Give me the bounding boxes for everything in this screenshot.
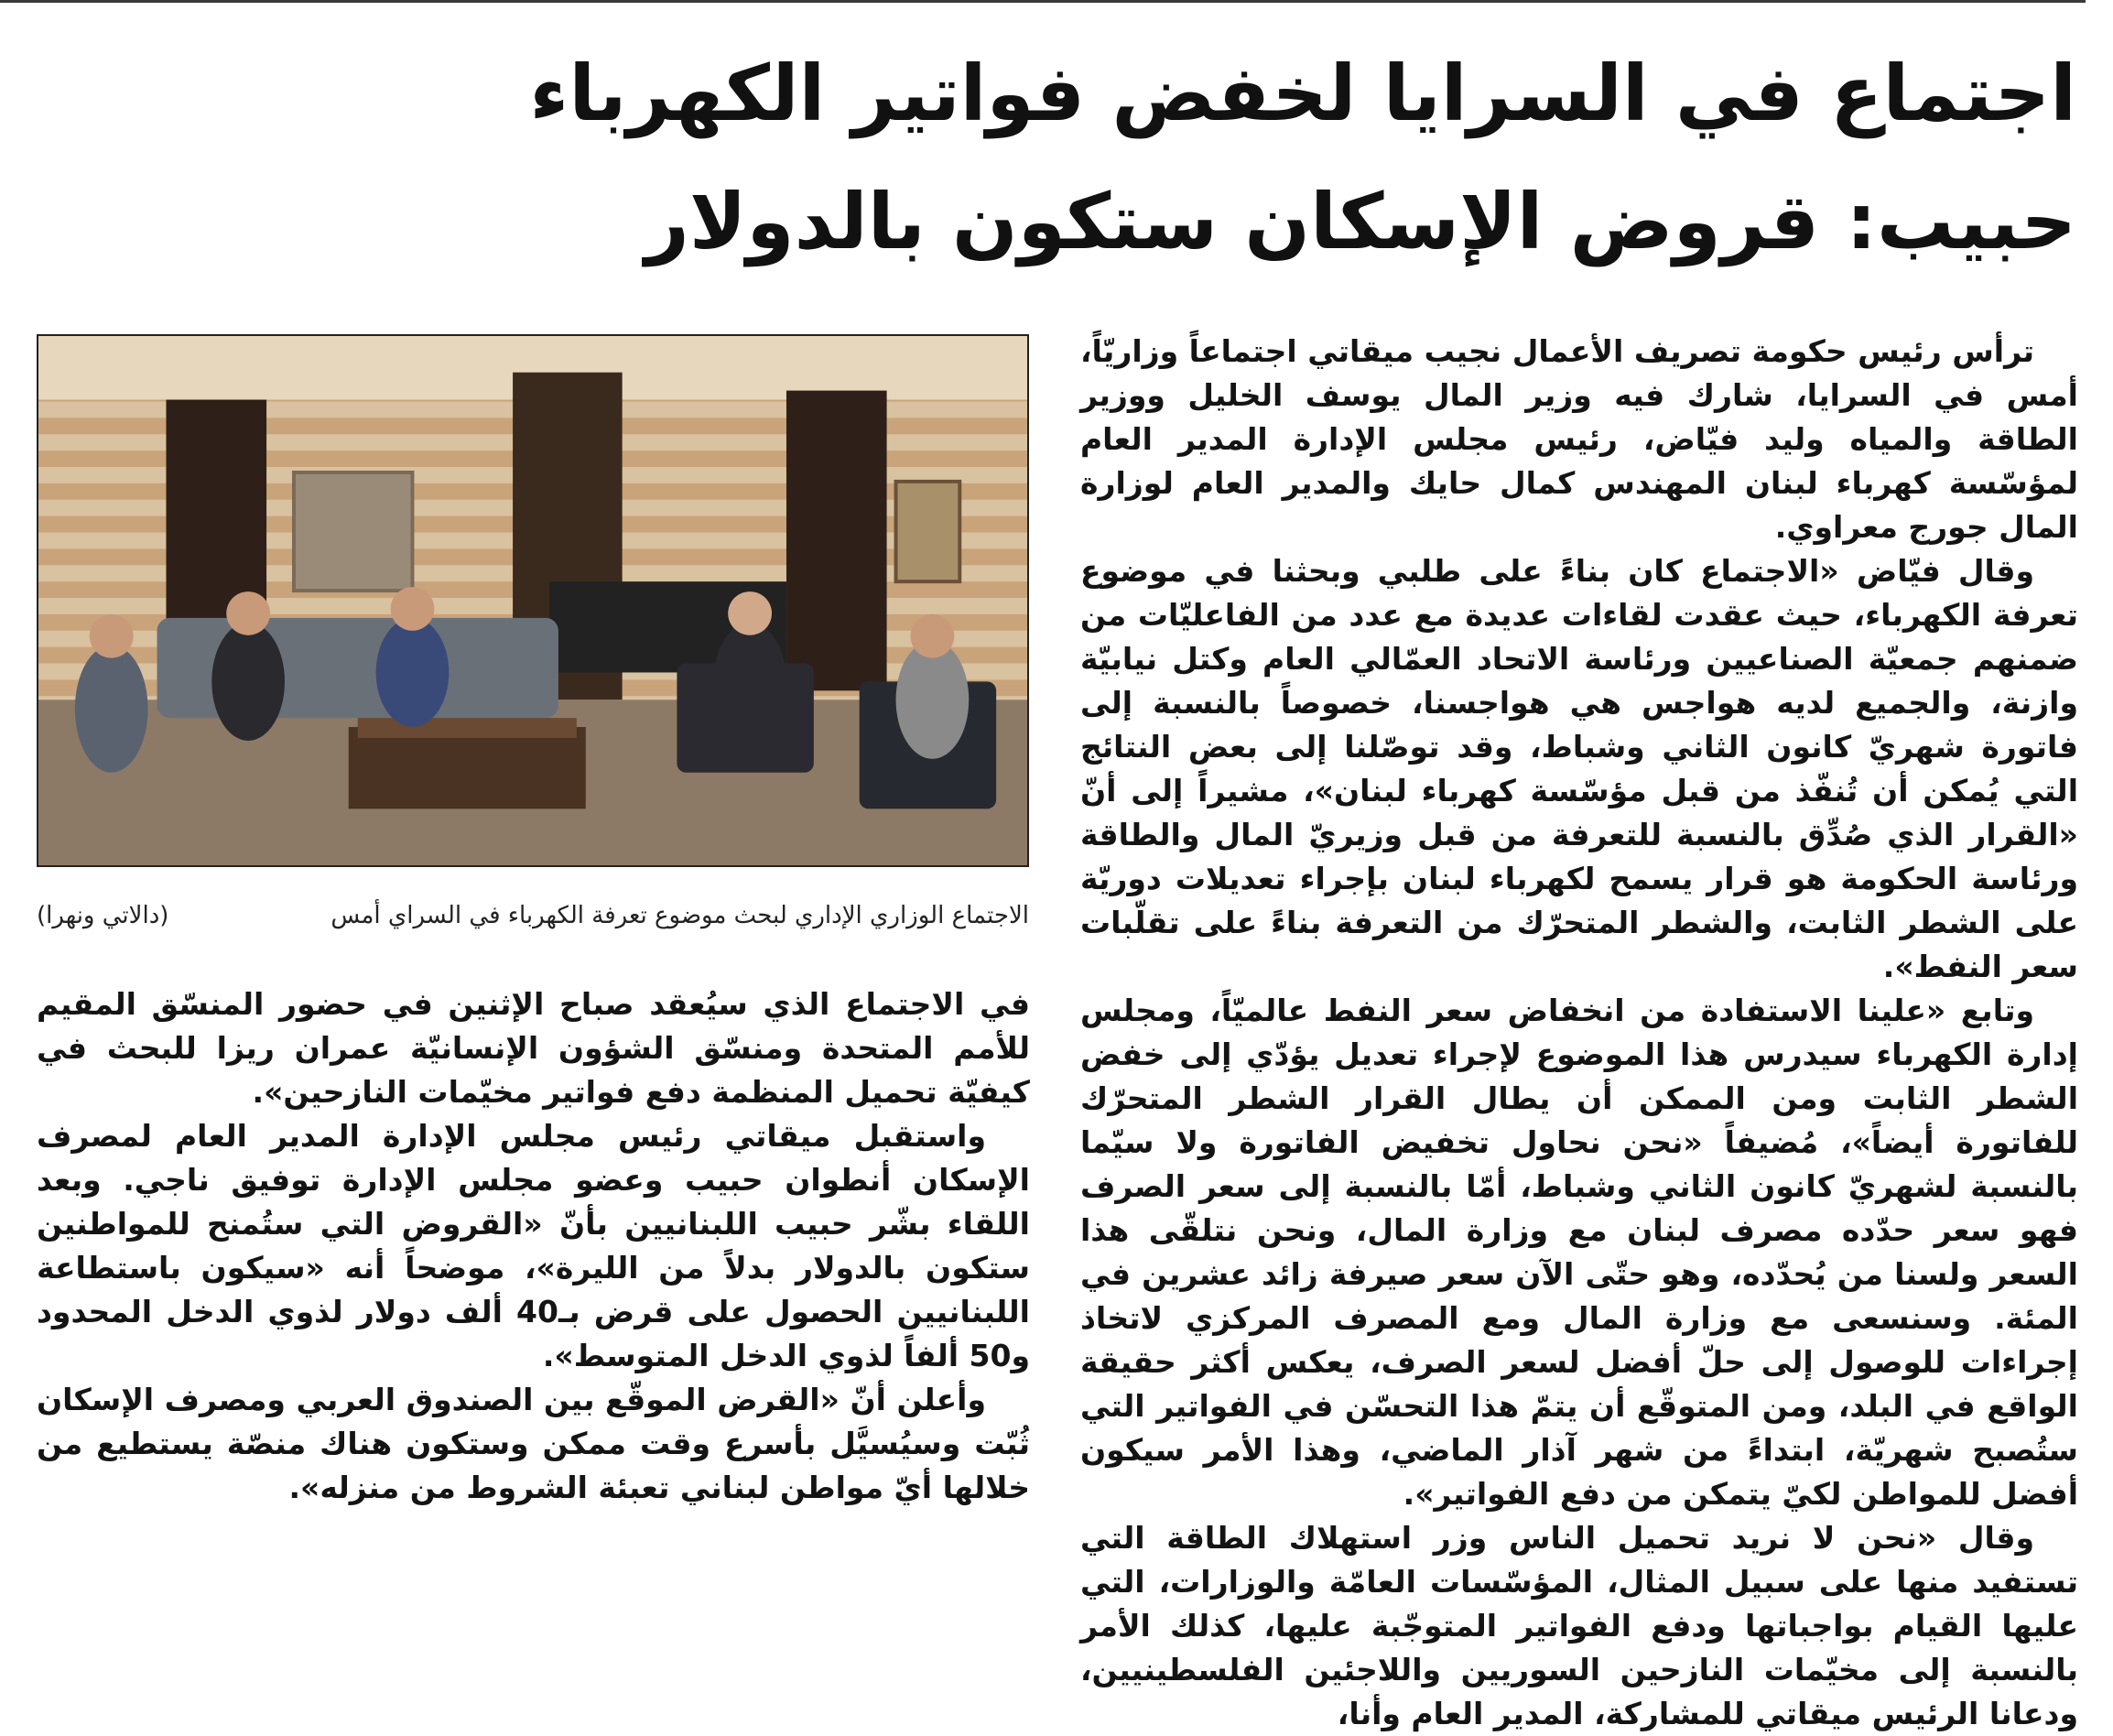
headline-main: اجتماع في السرايا لخفض فواتير الكهرباء	[529, 49, 2076, 138]
paragraph: وتابع «علينا الاستفادة من انخفاض سعر النفط عالميّاً، ومجلس إدارة الكهرباء سيدرس هذا الموضوع لإجراء تعديل يؤدّي إلى خفض الشطر الثابت ومن الممكن أن يطال القرار الشطر المتحرّك للفاتورة أيضاً»، مُضيفاً «نحن نحاول تخفيض الفاتورة ولا سيّما بالنسبة لشهريّ كانون الثاني وشباط، أمّا بالنسبة إلى سعر الصرف فهو سعر حدّده مصرف لبنان مع وزارة المال، ونحن نتلقّى هذا السعر ولسنا من يُحدّده، وهو حتّى الآن سعر صيرفة زائد عشرين في المئة. وسنسعى مع وزارة المال ومع المصرف المركزي لاتخاذ إجراءات للوصول إلى حلّ أفضل لسعر الصرف، يعكس أكثر حقيقة الواقع في البلد، ومن المتوقّع أن يتمّ هذا التحسّن في الفواتير التي ستُصبح شهريّة، ابتداءً من شهر آذار الماضي، وهذا الأمر سيكون أفضل للمواطن لكيّ يتمكن من دفع الفواتير».	[1080, 993, 2078, 1512]
photo-credit: (دالاتي ونهرا)	[37, 902, 169, 929]
article-column-right	[1080, 330, 2078, 1736]
paragraph: واستقبل ميقاتي رئيس مجلس الإدارة المدير العام لمصرف الإسكان أنطوان حبيب وعضو مجلس الإدارة توفيق ناجي. وبعد اللقاء بشّر حبيب اللبنانيين بأنّ «القروض التي ستُمنح للمواطنين ستكون بالدولار بدلاً من الليرة»، موضحاً أنه «سيكون باستطاعة اللبنانيين الحصول على قرض بـ40 ألف دولار لذوي الدخل المحدود و50 ألفاً لذوي الدخل المتوسط».	[37, 1118, 1030, 1373]
paragraph: وقال «نحن لا نريد تحميل الناس وزر استهلاك الطاقة التي تستفيد منها على سبيل المثال، المؤسّسات العامّة والوزارات، التي عليها القيام بواجباتها ودفع الفواتير المتوجّبة عليها، كذلك الأمر بالنسبة إلى مخيّمات النازحين السوريين واللاجئين الفلسطينيين، ودعانا الرئيس ميقاتي للمشاركة، المدير العام وأنا،	[1080, 1520, 2078, 1731]
headline-sub: حبيب: قروض الإسكان ستكون بالدولار	[645, 177, 2076, 266]
paragraph: في الاجتماع الذي سيُعقد صباح الإثنين في حضور المنسّق المقيم للأمم المتحدة ومنسّق الشؤون الإنسانيّة عمران ريزا للبحث في كيفيّة تحميل المنظمة دفع فواتير مخيّمات النازحين».	[37, 986, 1030, 1110]
meeting-photo-illustration	[38, 336, 1027, 865]
photo-caption-row	[37, 902, 1029, 929]
top-rule	[0, 0, 2086, 3]
paragraph: وأعلن أنّ «القرض الموقّع بين الصندوق العربي ومصرف الإسكان ثُبّت وسيُسيَّل بأسرع وقت ممكن وستكون هناك منصّة يستطيع من خلالها أيّ مواطن لبناني تعبئة الشروط من منزله».	[37, 1382, 1030, 1505]
news-photo	[37, 334, 1029, 867]
paragraph: ترأس رئيس حكومة تصريف الأعمال نجيب ميقاتي اجتماعاً وزاريّاً، أمس في السرايا، شارك فيه وزير المال يوسف الخليل ووزير الطاقة والمياه وليد فيّاض، رئيس مجلس الإدارة المدير العام لمؤسّسة كهرباء لبنان المهندس كمال حايك والمدير العام لوزارة المال جورج معراوي.	[1080, 333, 2078, 545]
article-column-left	[37, 982, 1030, 1510]
paragraph: وقال فيّاض «الاجتماع كان بناءً على طلبي وبحثنا في موضوع تعرفة الكهرباء، حيث عقدت لقاءات عديدة مع عدد من الفاعليّات من ضمنهم جمعيّة الصناعيين ورئاسة الاتحاد العمّالي العام وكتل نيابيّة وازنة، والجميع لديه هواجس هي هواجسنا، خصوصاً بالنسبة إلى فاتورة شهريّ كانون الثاني وشباط، وقد توصّلنا إلى بعض النتائج التي يُمكن أن تُنفّذ من قبل مؤسّسة كهرباء لبنان»، مشيراً إلى أنّ «القرار الذي صُدِّق بالنسبة للتعرفة من قبل وزيريّ المال والطاقة ورئاسة الحكومة هو قرار يسمح لكهرباء لبنان بإجراء تعديلات دوريّة على الشطر الثابت، والشطر المتحرّك من التعرفة بناءً على تقلّبات سعر النفط».	[1080, 553, 2078, 984]
photo-caption: الاجتماع الوزاري الإداري لبحث موضوع تعرفة الكهرباء في السراي أمس	[330, 902, 1029, 929]
